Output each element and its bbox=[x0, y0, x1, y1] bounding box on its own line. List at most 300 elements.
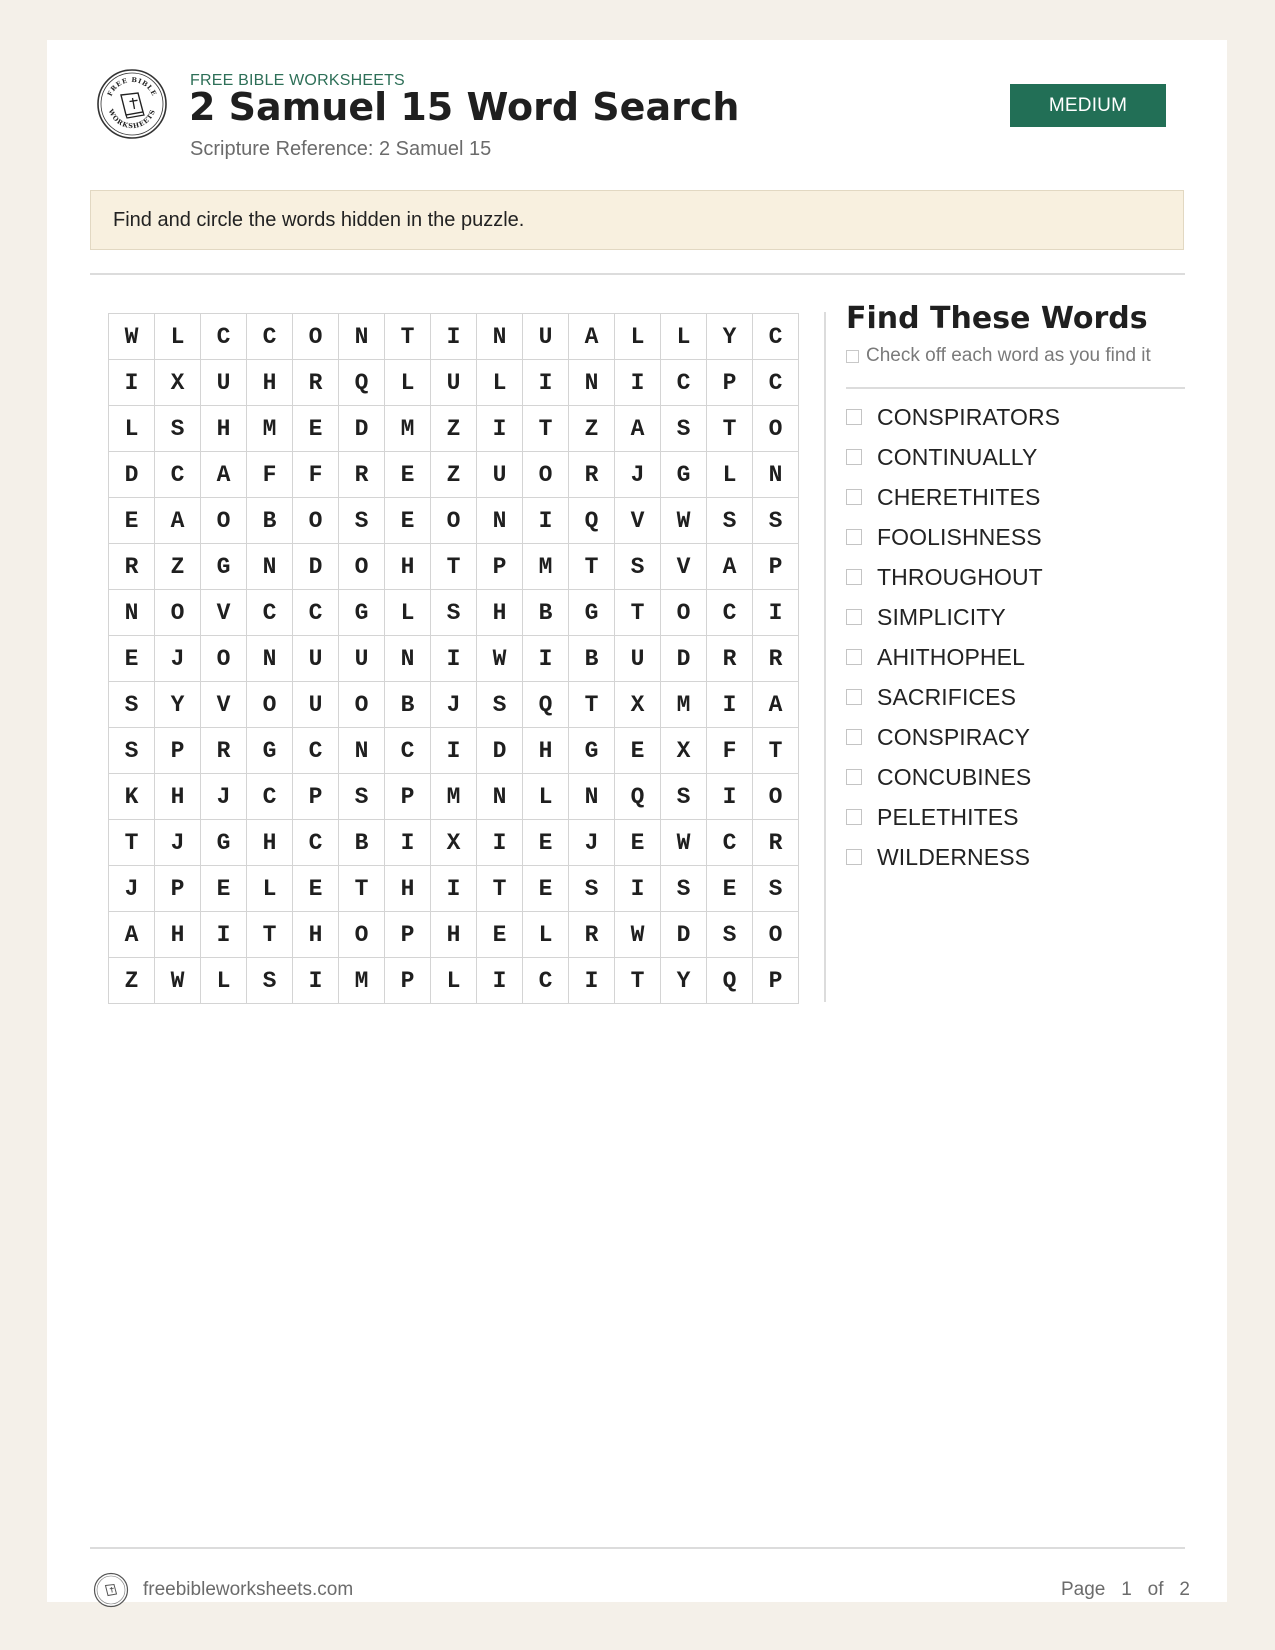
grid-cell[interactable]: T bbox=[431, 544, 477, 590]
grid-cell[interactable]: O bbox=[293, 314, 339, 360]
grid-cell[interactable]: I bbox=[431, 728, 477, 774]
grid-cell[interactable]: Y bbox=[155, 682, 201, 728]
grid-cell[interactable]: O bbox=[201, 636, 247, 682]
word-list-item bbox=[846, 717, 1060, 757]
grid-cell[interactable]: S bbox=[615, 544, 661, 590]
grid-cell[interactable]: H bbox=[523, 728, 569, 774]
word-checkbox[interactable] bbox=[846, 729, 862, 745]
grid-cell[interactable]: L bbox=[707, 452, 753, 498]
grid-cell[interactable]: H bbox=[293, 912, 339, 958]
grid-cell[interactable]: V bbox=[201, 590, 247, 636]
grid-cell[interactable]: S bbox=[661, 406, 707, 452]
grid-row bbox=[109, 912, 799, 958]
grid-cell[interactable]: P bbox=[385, 958, 431, 1004]
grid-cell[interactable]: M bbox=[385, 406, 431, 452]
grid-cell[interactable]: N bbox=[109, 590, 155, 636]
grid-cell[interactable]: A bbox=[753, 682, 799, 728]
grid-cell[interactable]: Q bbox=[339, 360, 385, 406]
grid-row bbox=[109, 774, 799, 820]
word-label: CONCUBINES bbox=[877, 763, 1032, 790]
grid-cell[interactable]: O bbox=[753, 774, 799, 820]
grid-cell[interactable]: E bbox=[293, 406, 339, 452]
grid-cell[interactable]: F bbox=[293, 452, 339, 498]
word-list bbox=[846, 397, 1060, 877]
grid-cell[interactable]: L bbox=[615, 314, 661, 360]
grid-cell[interactable]: S bbox=[155, 406, 201, 452]
grid-cell[interactable]: H bbox=[431, 912, 477, 958]
grid-cell[interactable]: L bbox=[247, 866, 293, 912]
grid-cell[interactable]: R bbox=[707, 636, 753, 682]
grid-cell[interactable]: P bbox=[477, 544, 523, 590]
grid-cell[interactable]: C bbox=[707, 820, 753, 866]
grid-cell[interactable]: R bbox=[753, 820, 799, 866]
grid-row bbox=[109, 360, 799, 406]
grid-cell[interactable]: W bbox=[661, 820, 707, 866]
grid-cell[interactable]: V bbox=[615, 498, 661, 544]
grid-cell[interactable]: A bbox=[155, 498, 201, 544]
grid-cell[interactable]: S bbox=[109, 682, 155, 728]
word-list-item bbox=[846, 477, 1060, 517]
grid-cell[interactable]: R bbox=[569, 452, 615, 498]
grid-cell[interactable]: T bbox=[615, 958, 661, 1004]
grid-cell[interactable]: P bbox=[155, 866, 201, 912]
grid-cell[interactable]: I bbox=[477, 820, 523, 866]
grid-cell[interactable]: Z bbox=[569, 406, 615, 452]
grid-cell[interactable]: Y bbox=[661, 958, 707, 1004]
word-list-item bbox=[846, 397, 1060, 437]
grid-cell[interactable]: N bbox=[339, 728, 385, 774]
word-list-item bbox=[846, 677, 1060, 717]
grid-cell[interactable]: I bbox=[477, 406, 523, 452]
grid-cell[interactable]: I bbox=[109, 360, 155, 406]
grid-cell[interactable]: G bbox=[201, 820, 247, 866]
grid-cell[interactable]: L bbox=[201, 958, 247, 1004]
grid-cell[interactable]: Q bbox=[707, 958, 753, 1004]
grid-cell[interactable]: X bbox=[661, 728, 707, 774]
grid-cell[interactable]: N bbox=[569, 360, 615, 406]
grid-row bbox=[109, 866, 799, 912]
header-divider bbox=[90, 273, 1185, 275]
grid-cell[interactable]: C bbox=[661, 360, 707, 406]
grid-cell[interactable]: Q bbox=[569, 498, 615, 544]
grid-cell[interactable]: K bbox=[109, 774, 155, 820]
grid-cell[interactable]: T bbox=[247, 912, 293, 958]
grid-cell[interactable]: T bbox=[385, 314, 431, 360]
grid-cell[interactable]: S bbox=[753, 866, 799, 912]
grid-cell[interactable]: D bbox=[661, 636, 707, 682]
grid-cell[interactable]: W bbox=[155, 958, 201, 1004]
grid-cell[interactable]: T bbox=[707, 406, 753, 452]
grid-cell[interactable]: U bbox=[293, 636, 339, 682]
footer-divider bbox=[90, 1547, 1185, 1549]
word-label: CHERETHITES bbox=[877, 483, 1041, 510]
grid-cell[interactable]: S bbox=[707, 498, 753, 544]
grid-cell[interactable]: H bbox=[385, 866, 431, 912]
grid-cell[interactable]: A bbox=[109, 912, 155, 958]
grid-cell[interactable]: I bbox=[569, 958, 615, 1004]
grid-cell[interactable]: C bbox=[247, 590, 293, 636]
grid-cell[interactable]: O bbox=[155, 590, 201, 636]
grid-cell[interactable]: S bbox=[753, 498, 799, 544]
grid-cell[interactable]: N bbox=[477, 774, 523, 820]
grid-cell[interactable]: I bbox=[201, 912, 247, 958]
word-list-item bbox=[846, 837, 1060, 877]
grid-cell[interactable]: W bbox=[109, 314, 155, 360]
grid-cell[interactable]: T bbox=[523, 406, 569, 452]
grid-row bbox=[109, 406, 799, 452]
grid-cell[interactable]: R bbox=[569, 912, 615, 958]
grid-cell[interactable]: O bbox=[523, 452, 569, 498]
grid-cell[interactable]: N bbox=[477, 314, 523, 360]
grid-cell[interactable]: J bbox=[615, 452, 661, 498]
word-label: CONTINUALLY bbox=[877, 443, 1038, 470]
word-label: AHITHOPHEL bbox=[877, 643, 1025, 670]
grid-cell[interactable]: P bbox=[385, 912, 431, 958]
grid-cell[interactable]: Z bbox=[109, 958, 155, 1004]
grid-cell[interactable]: I bbox=[707, 682, 753, 728]
grid-cell[interactable]: X bbox=[155, 360, 201, 406]
column-divider bbox=[824, 312, 826, 1002]
grid-cell[interactable]: G bbox=[201, 544, 247, 590]
grid-cell[interactable]: G bbox=[247, 728, 293, 774]
grid-cell[interactable]: H bbox=[155, 774, 201, 820]
grid-cell[interactable]: X bbox=[615, 682, 661, 728]
grid-cell[interactable]: H bbox=[477, 590, 523, 636]
grid-row bbox=[109, 820, 799, 866]
grid-cell[interactable]: N bbox=[247, 636, 293, 682]
logo-ring-text-bottom: WORKSHEETS bbox=[106, 107, 158, 131]
grid-cell[interactable]: Z bbox=[431, 406, 477, 452]
grid-cell[interactable]: L bbox=[477, 360, 523, 406]
checkbox-icon bbox=[846, 350, 859, 363]
grid-cell[interactable]: O bbox=[339, 912, 385, 958]
word-label: CONSPIRATORS bbox=[877, 403, 1061, 430]
bible-book-icon bbox=[106, 1585, 117, 1596]
grid-cell[interactable]: T bbox=[753, 728, 799, 774]
word-label: PELETHITES bbox=[877, 803, 1019, 830]
grid-cell[interactable]: E bbox=[477, 912, 523, 958]
word-label: CONSPIRACY bbox=[877, 723, 1031, 750]
grid-row bbox=[109, 452, 799, 498]
grid-cell[interactable]: U bbox=[431, 360, 477, 406]
grid-cell[interactable]: E bbox=[615, 728, 661, 774]
grid-cell[interactable]: O bbox=[293, 498, 339, 544]
grid-cell[interactable]: P bbox=[385, 774, 431, 820]
grid-cell[interactable]: C bbox=[293, 820, 339, 866]
grid-cell[interactable]: B bbox=[339, 820, 385, 866]
grid-cell[interactable]: P bbox=[753, 958, 799, 1004]
grid-cell[interactable]: T bbox=[569, 682, 615, 728]
footer-site-url: freebibleworksheets.com bbox=[143, 1579, 354, 1600]
grid-cell[interactable]: A bbox=[615, 406, 661, 452]
grid-cell[interactable]: S bbox=[247, 958, 293, 1004]
grid-cell[interactable]: U bbox=[293, 682, 339, 728]
word-label: SACRIFICES bbox=[877, 683, 1017, 710]
grid-row bbox=[109, 682, 799, 728]
grid-cell[interactable]: B bbox=[385, 682, 431, 728]
word-list-heading: Find These Words bbox=[846, 301, 1148, 336]
word-checkbox[interactable] bbox=[846, 809, 862, 825]
instructions-text: Find and circle the words hidden in the puzzle. bbox=[113, 208, 525, 231]
word-checkbox[interactable] bbox=[846, 849, 862, 865]
grid-cell[interactable]: D bbox=[293, 544, 339, 590]
grid-cell[interactable]: N bbox=[569, 774, 615, 820]
word-checkbox[interactable] bbox=[846, 409, 862, 425]
instructions-banner bbox=[90, 190, 1184, 250]
grid-cell[interactable]: C bbox=[753, 314, 799, 360]
grid-cell[interactable]: P bbox=[753, 544, 799, 590]
grid-cell[interactable]: J bbox=[155, 636, 201, 682]
grid-row bbox=[109, 958, 799, 1004]
grid-cell[interactable]: C bbox=[293, 728, 339, 774]
grid-cell[interactable]: I bbox=[523, 636, 569, 682]
grid-row bbox=[109, 498, 799, 544]
grid-cell[interactable]: C bbox=[247, 774, 293, 820]
grid-cell[interactable]: C bbox=[753, 360, 799, 406]
logo-ring-text-top: FREE BIBLE bbox=[105, 75, 159, 98]
grid-cell[interactable]: I bbox=[615, 866, 661, 912]
grid-cell[interactable]: N bbox=[247, 544, 293, 590]
grid-cell[interactable]: E bbox=[293, 866, 339, 912]
grid-cell[interactable]: M bbox=[247, 406, 293, 452]
grid-cell[interactable]: W bbox=[661, 498, 707, 544]
grid-cell[interactable]: I bbox=[431, 636, 477, 682]
grid-row bbox=[109, 636, 799, 682]
grid-cell[interactable]: E bbox=[385, 452, 431, 498]
word-checkbox[interactable] bbox=[846, 649, 862, 665]
grid-cell[interactable]: E bbox=[523, 866, 569, 912]
grid-cell[interactable]: J bbox=[569, 820, 615, 866]
grid-cell[interactable]: Q bbox=[523, 682, 569, 728]
grid-cell[interactable]: I bbox=[293, 958, 339, 1004]
grid-cell[interactable]: L bbox=[661, 314, 707, 360]
grid-cell[interactable]: E bbox=[385, 498, 431, 544]
difficulty-badge: MEDIUM bbox=[1010, 84, 1166, 127]
page-total: 2 bbox=[1179, 1579, 1190, 1600]
word-list-item bbox=[846, 797, 1060, 837]
grid-cell[interactable]: U bbox=[201, 360, 247, 406]
grid-cell[interactable]: S bbox=[707, 912, 753, 958]
grid-cell[interactable]: L bbox=[431, 958, 477, 1004]
grid-row bbox=[109, 544, 799, 590]
grid-cell[interactable]: N bbox=[339, 314, 385, 360]
word-checkbox[interactable] bbox=[846, 449, 862, 465]
footer-logo bbox=[93, 1572, 129, 1608]
grid-cell[interactable]: O bbox=[201, 498, 247, 544]
grid-cell[interactable]: T bbox=[477, 866, 523, 912]
page-label: Page bbox=[1061, 1579, 1106, 1600]
grid-cell[interactable]: X bbox=[431, 820, 477, 866]
grid-cell[interactable]: C bbox=[385, 728, 431, 774]
grid-cell[interactable]: T bbox=[569, 544, 615, 590]
word-list-item bbox=[846, 517, 1060, 557]
word-list-item bbox=[846, 557, 1060, 597]
grid-cell[interactable]: G bbox=[569, 728, 615, 774]
grid-cell[interactable]: O bbox=[753, 912, 799, 958]
grid-cell[interactable]: O bbox=[339, 544, 385, 590]
grid-cell[interactable]: T bbox=[615, 590, 661, 636]
grid-cell[interactable]: S bbox=[339, 498, 385, 544]
page-number bbox=[1061, 1579, 1190, 1601]
grid-cell[interactable]: S bbox=[569, 866, 615, 912]
grid-cell[interactable]: I bbox=[753, 590, 799, 636]
grid-cell[interactable]: J bbox=[109, 866, 155, 912]
grid-cell[interactable]: M bbox=[661, 682, 707, 728]
grid-row bbox=[109, 728, 799, 774]
grid-cell[interactable]: E bbox=[523, 820, 569, 866]
grid-cell[interactable]: H bbox=[385, 544, 431, 590]
grid-cell[interactable]: I bbox=[431, 314, 477, 360]
grid-cell[interactable]: J bbox=[201, 774, 247, 820]
grid-cell[interactable]: W bbox=[615, 912, 661, 958]
word-checkbox[interactable] bbox=[846, 769, 862, 785]
grid-cell[interactable]: B bbox=[569, 636, 615, 682]
grid-cell[interactable]: U bbox=[477, 452, 523, 498]
grid-cell[interactable]: T bbox=[339, 866, 385, 912]
word-list-divider bbox=[846, 387, 1185, 389]
grid-cell[interactable]: T bbox=[109, 820, 155, 866]
grid-row bbox=[109, 590, 799, 636]
grid-cell[interactable]: S bbox=[109, 728, 155, 774]
grid-cell[interactable]: D bbox=[109, 452, 155, 498]
grid-cell[interactable]: D bbox=[661, 912, 707, 958]
grid-cell[interactable]: U bbox=[339, 636, 385, 682]
word-label: SIMPLICITY bbox=[877, 603, 1006, 630]
grid-cell[interactable]: I bbox=[385, 820, 431, 866]
word-label: THROUGHOUT bbox=[877, 563, 1043, 590]
grid-cell[interactable]: C bbox=[201, 314, 247, 360]
brand-name: FREE BIBLE WORKSHEETS bbox=[190, 72, 405, 89]
grid-cell[interactable]: J bbox=[431, 682, 477, 728]
grid-cell[interactable]: C bbox=[293, 590, 339, 636]
worksheet-page bbox=[47, 40, 1227, 1602]
scripture-reference: Scripture Reference: 2 Samuel 15 bbox=[190, 138, 492, 160]
grid-cell[interactable]: O bbox=[339, 682, 385, 728]
grid-cell[interactable]: C bbox=[247, 314, 293, 360]
grid-cell[interactable]: V bbox=[661, 544, 707, 590]
grid-cell[interactable]: B bbox=[523, 590, 569, 636]
grid-cell[interactable]: E bbox=[109, 498, 155, 544]
grid-cell[interactable]: J bbox=[155, 820, 201, 866]
word-list-item bbox=[846, 637, 1060, 677]
grid-cell[interactable]: P bbox=[155, 728, 201, 774]
grid-cell[interactable]: W bbox=[477, 636, 523, 682]
grid-cell[interactable]: L bbox=[523, 774, 569, 820]
grid-cell[interactable]: O bbox=[431, 498, 477, 544]
grid-cell[interactable]: L bbox=[155, 314, 201, 360]
grid-cell[interactable]: N bbox=[477, 498, 523, 544]
grid-cell[interactable]: Y bbox=[707, 314, 753, 360]
word-checkbox[interactable] bbox=[846, 569, 862, 585]
grid-cell[interactable]: L bbox=[109, 406, 155, 452]
grid-cell[interactable]: F bbox=[707, 728, 753, 774]
grid-cell[interactable]: G bbox=[661, 452, 707, 498]
grid-cell[interactable]: R bbox=[339, 452, 385, 498]
grid-cell[interactable]: Z bbox=[431, 452, 477, 498]
grid-cell[interactable]: O bbox=[247, 682, 293, 728]
grid-cell[interactable]: Q bbox=[615, 774, 661, 820]
grid-cell[interactable]: Z bbox=[155, 544, 201, 590]
grid-cell[interactable]: H bbox=[155, 912, 201, 958]
grid-cell[interactable]: R bbox=[293, 360, 339, 406]
grid-cell[interactable]: O bbox=[661, 590, 707, 636]
grid-cell[interactable]: E bbox=[201, 866, 247, 912]
word-list-item bbox=[846, 437, 1060, 477]
grid-cell[interactable]: S bbox=[477, 682, 523, 728]
grid-cell[interactable]: B bbox=[247, 498, 293, 544]
grid-cell[interactable]: S bbox=[661, 866, 707, 912]
word-checkbox[interactable] bbox=[846, 689, 862, 705]
grid-cell[interactable]: C bbox=[523, 958, 569, 1004]
grid-cell[interactable]: U bbox=[523, 314, 569, 360]
grid-cell[interactable]: L bbox=[385, 590, 431, 636]
grid-cell[interactable]: A bbox=[569, 314, 615, 360]
grid-cell[interactable]: V bbox=[201, 682, 247, 728]
grid-cell[interactable]: R bbox=[109, 544, 155, 590]
grid-cell[interactable]: I bbox=[431, 866, 477, 912]
grid-cell[interactable]: A bbox=[201, 452, 247, 498]
word-list-subheading-text: Check off each word as you find it bbox=[866, 345, 1151, 366]
grid-cell[interactable]: L bbox=[523, 912, 569, 958]
word-search-grid bbox=[108, 313, 799, 1004]
grid-cell[interactable]: U bbox=[615, 636, 661, 682]
grid-cell[interactable]: S bbox=[339, 774, 385, 820]
grid-cell[interactable]: M bbox=[339, 958, 385, 1004]
grid-cell[interactable]: I bbox=[523, 360, 569, 406]
grid-cell[interactable]: N bbox=[385, 636, 431, 682]
grid-cell[interactable]: E bbox=[615, 820, 661, 866]
grid-cell[interactable]: M bbox=[431, 774, 477, 820]
grid-cell[interactable]: M bbox=[523, 544, 569, 590]
word-checkbox[interactable] bbox=[846, 529, 862, 545]
grid-cell[interactable]: H bbox=[247, 820, 293, 866]
grid-cell[interactable]: O bbox=[753, 406, 799, 452]
grid-cell[interactable]: S bbox=[431, 590, 477, 636]
grid-cell[interactable]: G bbox=[339, 590, 385, 636]
grid-cell[interactable]: R bbox=[201, 728, 247, 774]
word-checkbox[interactable] bbox=[846, 609, 862, 625]
grid-cell[interactable]: I bbox=[523, 498, 569, 544]
grid-cell[interactable]: F bbox=[247, 452, 293, 498]
word-checkbox[interactable] bbox=[846, 489, 862, 505]
grid-cell[interactable]: C bbox=[707, 590, 753, 636]
grid-cell[interactable]: N bbox=[753, 452, 799, 498]
grid-cell[interactable]: A bbox=[707, 544, 753, 590]
grid-cell[interactable]: E bbox=[707, 866, 753, 912]
grid-cell[interactable]: H bbox=[247, 360, 293, 406]
word-list-subheading bbox=[846, 345, 1151, 367]
logo bbox=[96, 68, 168, 140]
word-list-item bbox=[846, 597, 1060, 637]
page-current: 1 bbox=[1121, 1579, 1132, 1600]
word-label: WILDERNESS bbox=[877, 843, 1031, 870]
grid-cell[interactable]: I bbox=[615, 360, 661, 406]
grid-cell[interactable]: C bbox=[155, 452, 201, 498]
word-label: FOOLISHNESS bbox=[877, 523, 1042, 550]
grid-cell[interactable]: D bbox=[339, 406, 385, 452]
grid-cell[interactable]: L bbox=[385, 360, 431, 406]
grid-cell[interactable]: H bbox=[201, 406, 247, 452]
grid-cell[interactable]: G bbox=[569, 590, 615, 636]
grid-cell[interactable]: E bbox=[109, 636, 155, 682]
grid-cell[interactable]: S bbox=[661, 774, 707, 820]
grid-cell[interactable]: R bbox=[753, 636, 799, 682]
grid-cell[interactable]: P bbox=[707, 360, 753, 406]
grid-cell[interactable]: I bbox=[707, 774, 753, 820]
grid-cell[interactable]: I bbox=[477, 958, 523, 1004]
grid-cell[interactable]: D bbox=[477, 728, 523, 774]
grid-cell[interactable]: P bbox=[293, 774, 339, 820]
